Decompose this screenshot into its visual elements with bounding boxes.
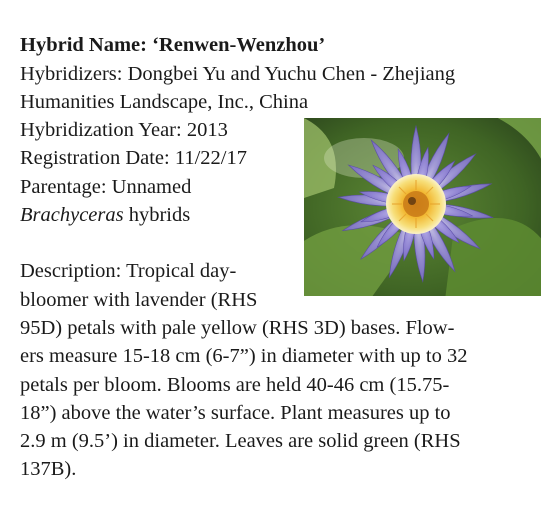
hybridization-year: Hybridization Year: 2013: [20, 119, 228, 141]
parentage-line-2: [20, 201, 190, 229]
parentage-rest: hybrids: [123, 204, 191, 226]
description-line-8: 137B).: [20, 458, 77, 480]
hybridizers-line-2: Humanities Landscape, Inc., China: [20, 91, 309, 113]
description-line-2: bloomer with lavender (RHS: [20, 289, 258, 311]
description-line-1: Description: Tropical day-: [20, 260, 237, 282]
description-line-6: 18”) above the water’s surface. Plant measures up to: [20, 402, 451, 424]
description-line-3: 95D) petals with pale yellow (RHS 3D) bases. Flow-: [20, 317, 455, 339]
hybridizers-line-1: Hybridizers: Dongbei Yu and Yuchu Chen - Zhejiang: [20, 63, 456, 85]
description-line-4: ers measure 15-18 cm (6-7”) in diameter with up to 32: [20, 345, 468, 367]
hybrid-name-heading: Hybrid Name: ‘Renwen-Wenzhou’: [20, 34, 326, 56]
parentage-line-1: Parentage: Unnamed: [20, 176, 192, 198]
water-lily-photo: [304, 118, 541, 296]
registration-date: Registration Date: 11/22/17: [20, 147, 247, 169]
description-line-5: petals per bloom. Blooms are held 40-46 cm (15.75-: [20, 374, 450, 396]
parentage-genus: Brachyceras: [20, 204, 124, 226]
description-line-7: 2.9 m (9.5’) in diameter. Leaves are solid green (RHS: [20, 430, 461, 452]
